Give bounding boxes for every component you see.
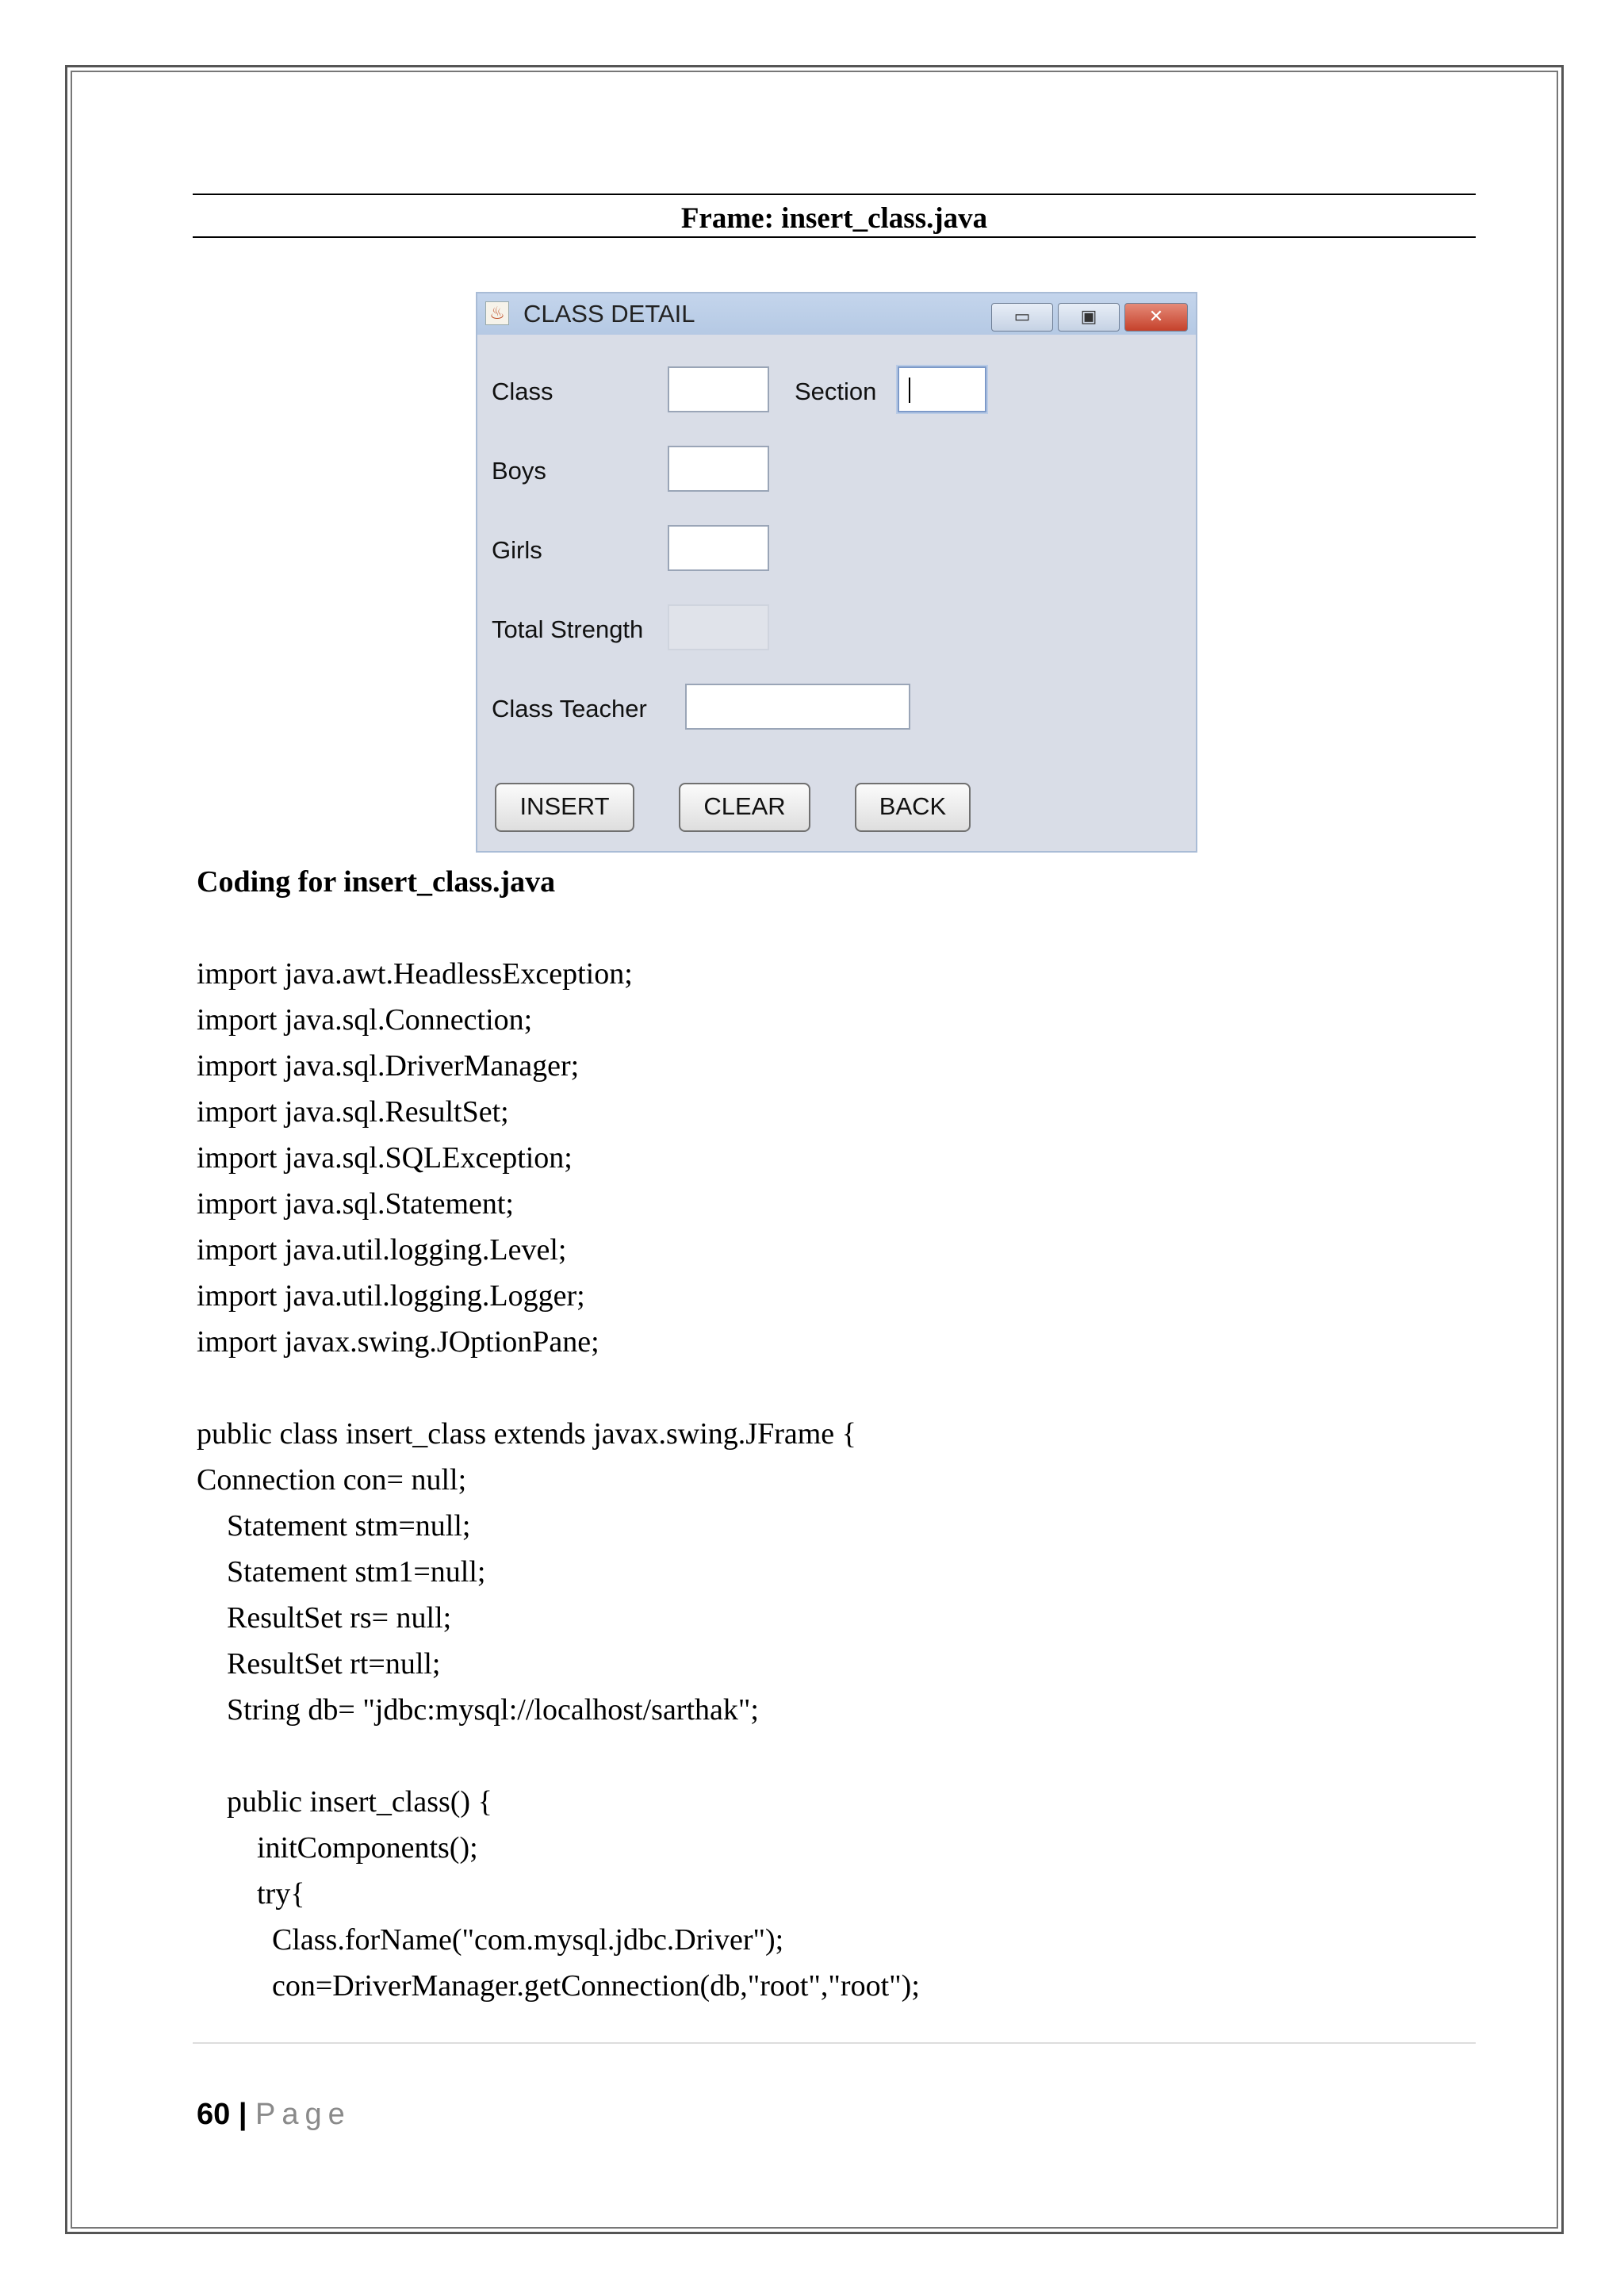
total-strength-label: Total Strength	[492, 615, 644, 643]
code-line: import java.sql.SQLException;	[197, 1141, 573, 1175]
code-listing	[197, 951, 920, 2009]
class-teacher-input[interactable]	[685, 684, 910, 730]
code-line	[197, 1365, 920, 1411]
total-strength-field	[668, 604, 769, 650]
code-line: String db= "jdbc:mysql://localhost/sarthak";	[197, 1693, 759, 1727]
class-input[interactable]	[668, 366, 769, 412]
window-titlebar[interactable]	[477, 293, 1196, 335]
page-word: Page	[255, 2098, 351, 2131]
section-label: Section	[795, 378, 877, 405]
caption-bottom-rule	[193, 236, 1476, 238]
code-line: public class insert_class extends javax.swing.JFrame {	[197, 1417, 856, 1451]
code-line: Statement stm1=null;	[197, 1555, 486, 1589]
code-line: import java.sql.Connection;	[197, 1003, 533, 1037]
code-line: Statement stm=null;	[197, 1509, 471, 1543]
footer-separator: |	[230, 2098, 256, 2131]
section-input[interactable]	[898, 366, 986, 412]
maximize-button[interactable]: ▣	[1058, 303, 1120, 332]
code-line: import javax.swing.JOptionPane;	[197, 1325, 599, 1359]
code-line: import java.util.logging.Logger;	[197, 1279, 585, 1313]
minimize-button[interactable]: ▭	[991, 303, 1053, 332]
code-line: import java.awt.HeadlessException;	[197, 957, 633, 991]
insert-button[interactable]: INSERT	[495, 783, 634, 832]
java-icon: ♨	[485, 301, 509, 325]
frame-caption: Frame: insert_class.java	[680, 202, 988, 235]
code-line: con=DriverManager.getConnection(db,"root","root");	[197, 1969, 920, 2003]
page-footer	[197, 2097, 351, 2132]
window-title: CLASS DETAIL	[523, 300, 695, 328]
clear-button[interactable]: CLEAR	[679, 783, 810, 832]
class-teacher-label: Class Teacher	[492, 695, 647, 723]
girls-label: Girls	[492, 536, 542, 564]
code-line: import java.sql.DriverManager;	[197, 1049, 580, 1083]
code-line: try{	[197, 1877, 305, 1911]
code-line: public insert_class() {	[197, 1785, 492, 1819]
code-line: Class.forName("com.mysql.jdbc.Driver");	[197, 1923, 784, 1957]
page-number: 60	[197, 2098, 231, 2131]
code-line: import java.util.logging.Level;	[197, 1233, 567, 1267]
code-line: initComponents();	[197, 1831, 478, 1865]
caption-top-rule	[193, 194, 1476, 195]
class-label: Class	[492, 378, 553, 405]
code-line: ResultSet rs= null;	[197, 1601, 452, 1635]
code-line	[197, 1733, 920, 1779]
code-line: ResultSet rt=null;	[197, 1647, 441, 1681]
code-line: import java.sql.ResultSet;	[197, 1095, 509, 1129]
close-button[interactable]: ✕	[1124, 303, 1188, 332]
footer-rule	[193, 2042, 1476, 2044]
coding-heading: Coding for insert_class.java	[197, 865, 556, 899]
boys-input[interactable]	[668, 446, 769, 492]
code-line: Connection con= null;	[197, 1463, 467, 1497]
back-button[interactable]: BACK	[855, 783, 971, 832]
boys-label: Boys	[492, 457, 546, 485]
text-caret	[909, 378, 910, 403]
code-line: import java.sql.Statement;	[197, 1187, 514, 1221]
class-detail-window	[476, 292, 1197, 853]
girls-input[interactable]	[668, 525, 769, 571]
